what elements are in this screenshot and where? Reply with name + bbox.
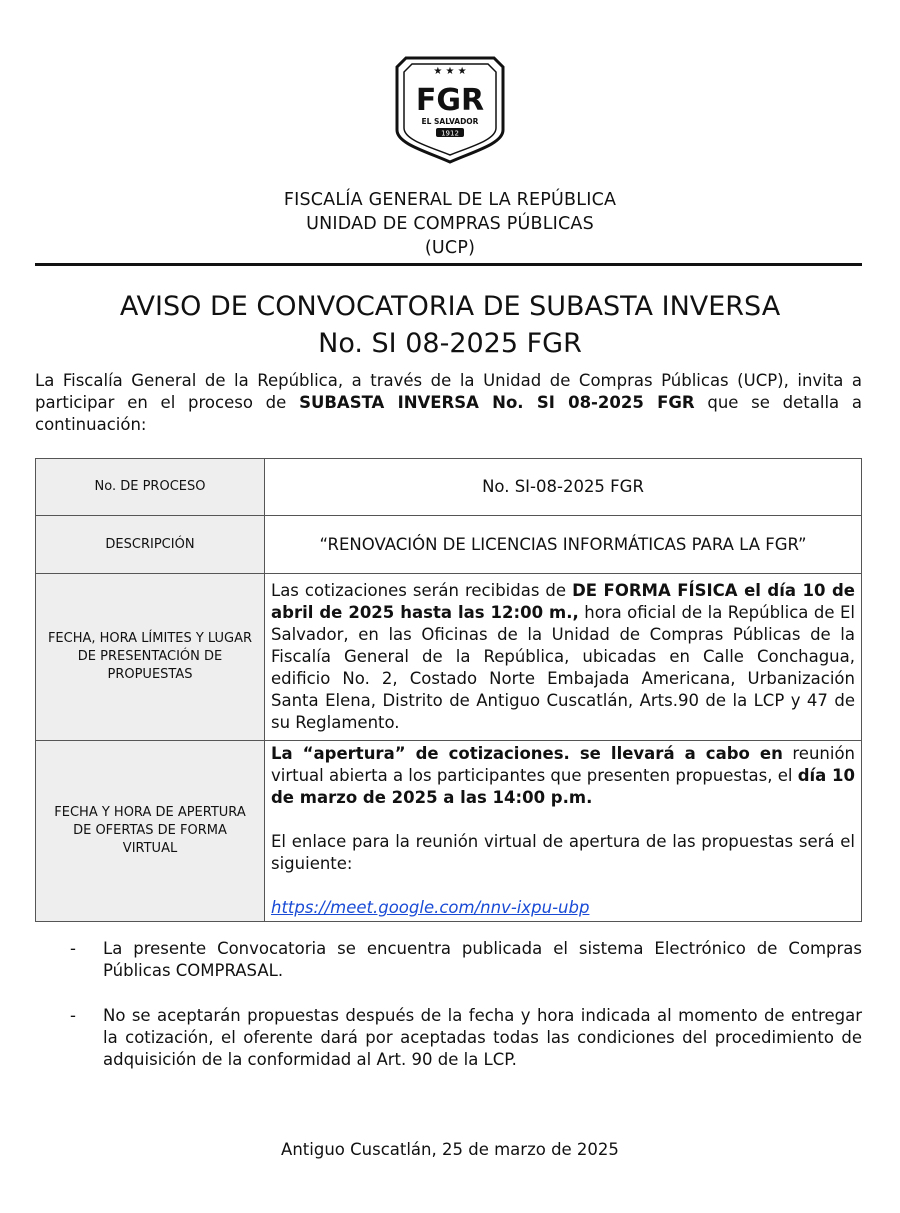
intro-paragraph	[35, 370, 862, 436]
intro-text-2: que se detalla a continuación:	[35, 393, 863, 434]
place-and-date: Antiguo Cuscatlán, 25 de marzo de 2025	[281, 1140, 619, 1159]
header-institution: FISCALÍA GENERAL DE LA REPÚBLICA	[283, 190, 617, 210]
intro-process-name: SUBASTA INVERSA No. SI 08-2025 FGR	[299, 393, 695, 412]
opening-text: reunión virtual abierta a los participantes que presenten propuestas, el	[271, 744, 855, 785]
link-intro: El enlace para la reunión virtual de apertura de las propuestas será el siguiente:	[271, 832, 855, 873]
opening-text-bold: La “apertura” de cotizaciones. se llevará a cabo en	[271, 744, 783, 763]
table-row-submission	[36, 574, 862, 741]
value-process-number: No. SI-08-2025 FGR	[265, 459, 862, 516]
label-submission: FECHA, HORA LÍMITES Y LUGAR DE PRESENTACIÓN DE PROPUESTAS	[36, 574, 265, 741]
meeting-link[interactable]: https://meet.google.com/nnv-ixpu-ubp	[271, 898, 590, 917]
value-description: “RENOVACIÓN DE LICENCIAS INFORMÁTICAS PARA LA FGR”	[265, 516, 862, 574]
value-opening	[265, 741, 862, 922]
table-row-process-number	[36, 459, 862, 516]
label-description: DESCRIPCIÓN	[36, 516, 265, 574]
note-publication	[70, 938, 862, 982]
logo-text: FGR	[415, 83, 485, 118]
note-publication-text: La presente Convocatoria se encuentra publicada el sistema Electrónico de Compras Públicas COMPRASAL.	[103, 939, 862, 980]
note-late-proposals	[70, 1005, 862, 1071]
opening-paragraph	[271, 743, 855, 809]
header-unit: UNIDAD DE COMPRAS PÚBLICAS	[306, 214, 594, 234]
process-details-table	[35, 458, 862, 922]
submission-text-2: hora oficial de la República de El Salvador, en las Oficinas de la Unidad de Compras Públicas de la Fiscalía General de la República, ubicadas en Calle Conchagua, edificio No. 2, Costado Norte Embajada Americana, Urbanización Santa Elena, Distrito de Antiguo Cuscatlán, Arts.90 de la LCP y 47 de su Reglamento.	[271, 603, 855, 732]
table-row-opening	[36, 741, 862, 922]
document-title: AVISO DE CONVOCATORIA DE SUBASTA INVERSA	[119, 291, 781, 322]
logo-year: 1912	[441, 129, 459, 138]
bullet-dash: -	[70, 939, 76, 958]
document-number: No. SI 08-2025 FGR	[318, 328, 582, 359]
table-row-description	[36, 516, 862, 574]
opening-date: día 10 de marzo de 2025 a las 14:00 p.m.	[271, 766, 856, 807]
bullet-dash: -	[70, 1006, 76, 1025]
value-submission	[265, 574, 862, 741]
logo-stars: ★ ★ ★	[433, 66, 467, 77]
logo-subtext: EL SALVADOR	[421, 117, 479, 126]
note-late-proposals-text: No se aceptarán propuestas después de la fecha y hora indicada al momento de entregar la cotización, el oferente dará por aceptadas todas las condiciones del procedimiento de adquisición de la conformidad al Art. 90 de la LCP.	[103, 1006, 862, 1069]
intro-text-1: La Fiscalía General de la República, a través de la Unidad de Compras Públicas (UCP), invita a participar en el proceso de	[35, 371, 862, 412]
header-abbreviation: (UCP)	[424, 238, 476, 258]
header-divider	[35, 263, 862, 266]
submission-text-1: Las cotizaciones serán recibidas de	[271, 581, 573, 600]
submission-deadline: DE FORMA FÍSICA el día 10 de abril de 2025 hasta las 12:00 m.,	[271, 581, 855, 622]
fgr-shield-logo	[392, 52, 508, 164]
label-process-number: No. DE PROCESO	[36, 459, 265, 516]
label-opening: FECHA Y HORA DE APERTURA DE OFERTAS DE FORMA VIRTUAL	[36, 741, 265, 922]
